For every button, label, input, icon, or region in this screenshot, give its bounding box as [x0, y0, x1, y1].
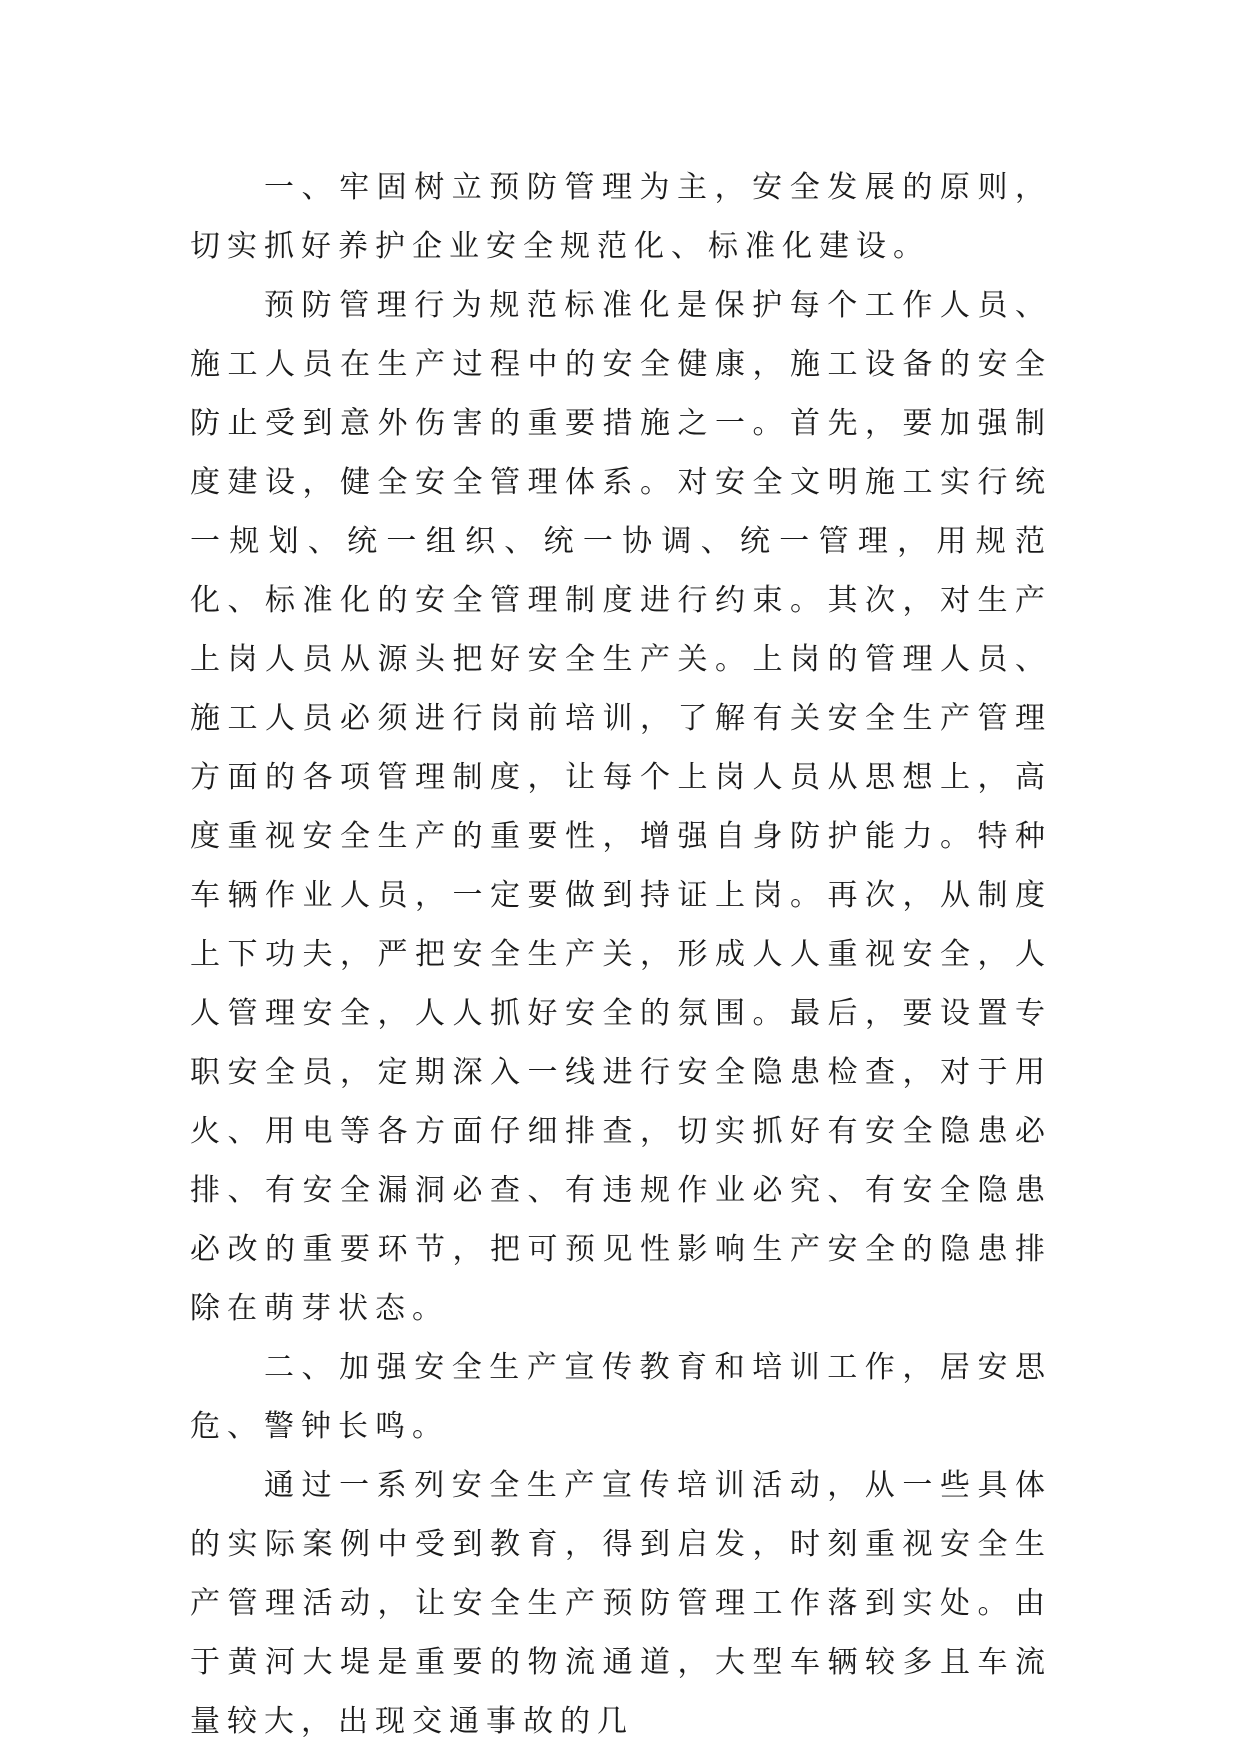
paragraph-safety-training: 通过一系列安全生产宣传培训活动，从一些具体的实际案例中受到教育，得到启发，时刻重视安全生产管理活动，让安全生产预防管理工作落到实处。由于黄河大堤是重要的物流通道，大型车辆较多且车流量较大，出现交通事故的几: [190, 1468, 1052, 1739]
document-body: [190, 158, 1052, 1751]
paragraph-prevention-management: 预防管理行为规范标准化是保护每个工作人员、施工人员在生产过程中的安全健康，施工设备的安全防止受到意外伤害的重要措施之一。首先，要加强制度建设，健全安全管理体系。对安全文明施工实行统一规划、统一组织、统一协调、统一管理，用规范化、标准化的安全管理制度进行约束。其次，对生产上岗人员从源头把好安全生产关。上岗的管理人员、施工人员必须进行岗前培训，了解有关安全生产管理方面的各项管理制度，让每个上岗人员从思想上，高度重视安全生产的重要性，增强自身防护能力。特种车辆作业人员，一定要做到持证上岗。再次，从制度上下功夫，严把安全生产关，形成人人重视安全，人人管理安全，人人抓好安全的氛围。最后，要设置专职安全员，定期深入一线进行安全隐患检查，对于用火、用电等各方面仔细排查，切实抓好有安全隐患必排、有安全漏洞必查、有违规作业必究、有安全隐患必改的重要环节，把可预见性影响生产安全的隐患排除在萌芽状态。: [190, 288, 1052, 1326]
heading-section-two: 二、加强安全生产宣传教育和培训工作，居安思危、警钟长鸣。: [190, 1350, 1052, 1444]
heading-section-one: 一、牢固树立预防管理为主，安全发展的原则，切实抓好养护企业安全规范化、标准化建设。: [190, 170, 1052, 264]
